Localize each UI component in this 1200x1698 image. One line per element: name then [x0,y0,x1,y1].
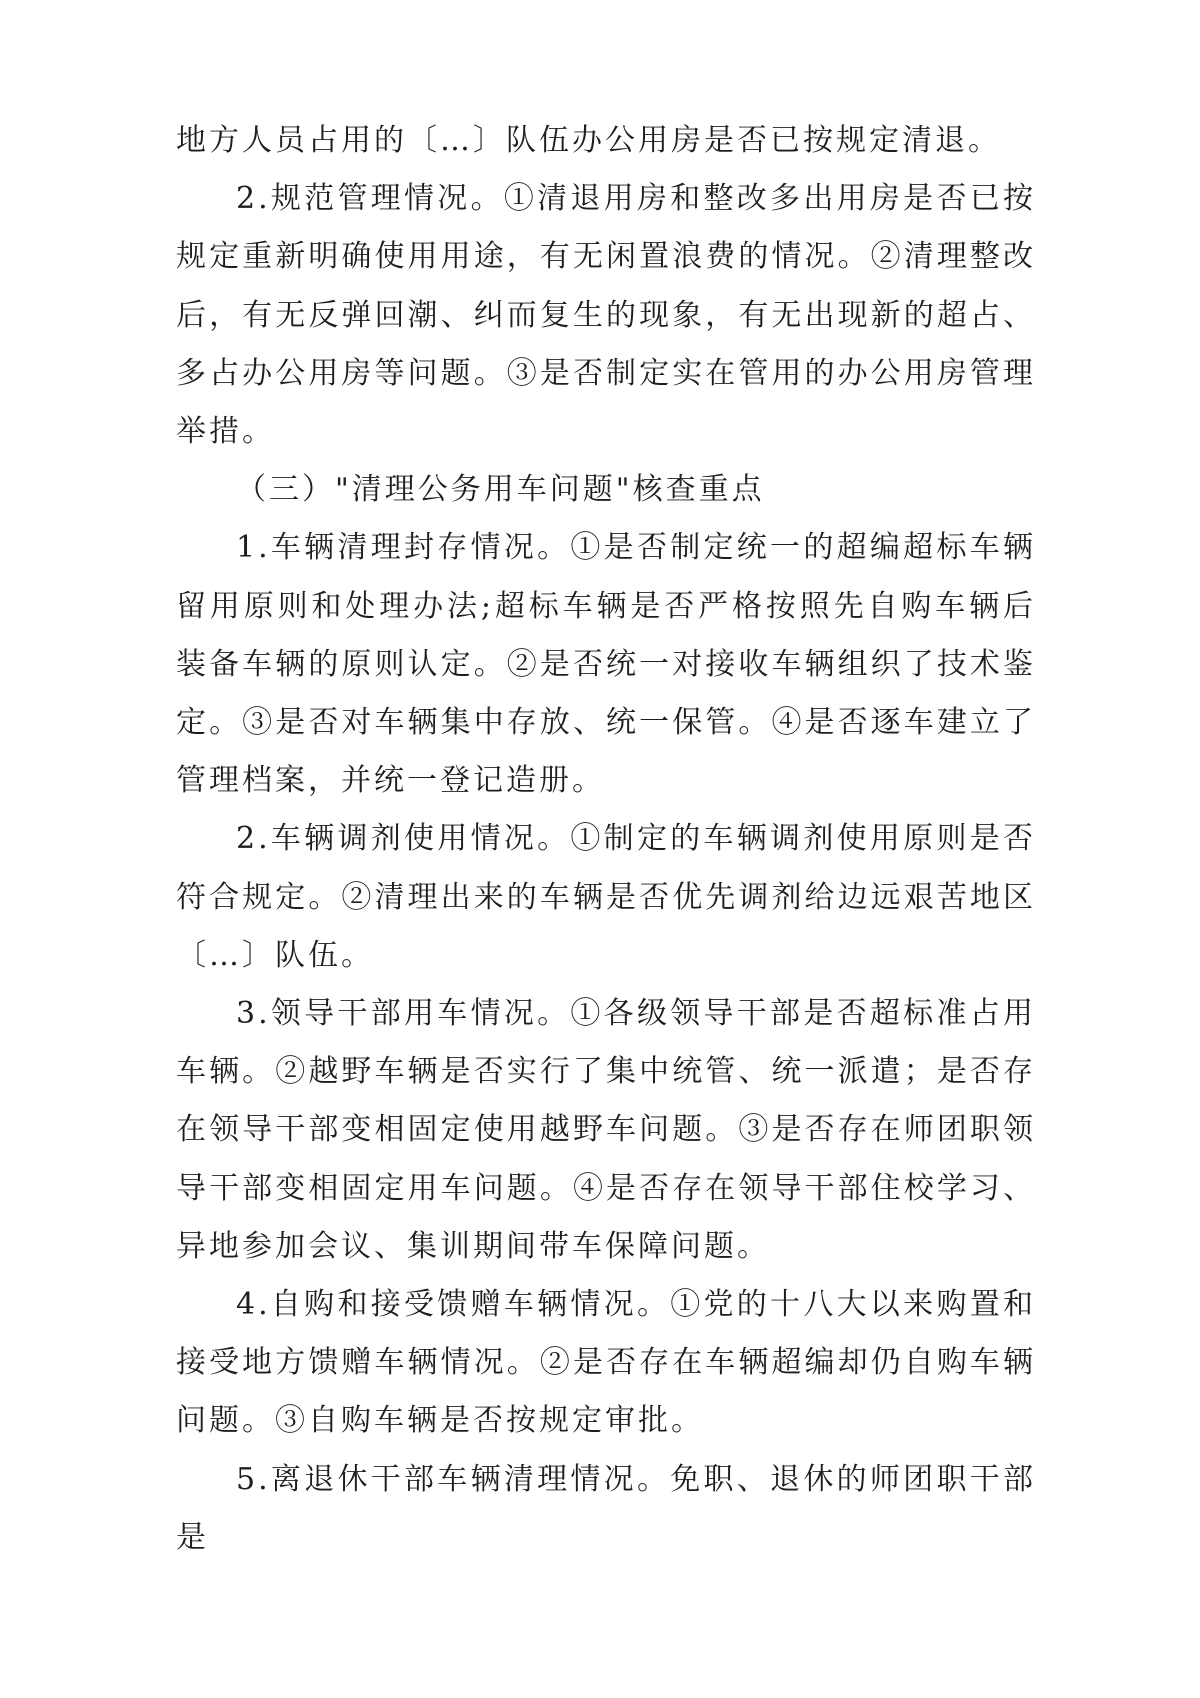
paragraph-leader-vehicles: 3.领导干部用车情况。①各级领导干部是否超标准占用车辆。②越野车辆是否实行了集中统管、统一派遣；是否存在领导干部变相固定使用越野车问题。③是否存在师团职领导干部变相固定用车问题。④是否存在领导干部住校学习、异地参加会议、集训期间带车保障问题。 [176,996,1036,1264]
document-body [176,112,1036,1567]
paragraph-housing-cleared: 地方人员占用的〔…〕队伍办公用房是否已按规定清退。 [176,123,1001,158]
paragraph-vehicle-allocation: 2.车辆调剂使用情况。①制定的车辆调剂使用原则是否符合规定。②清理出来的车辆是否优先调剂给边远艰苦地区〔…〕队伍。 [176,821,1036,973]
section-heading-vehicle-check: （三）"清理公务用车问题"核查重点 [236,472,765,508]
paragraph-standard-management: 2.规范管理情况。①清退用房和整改多出用房是否已按规定重新明确使用用途，有无闲置浪费的情况。②清理整改后，有无反弹回潮、纠而复生的现象，有无出现新的超占、多占办公用房等问题。③是否制定实在管用的办公用房管理举措。 [176,181,1036,450]
paragraph-purchased-donated: 4.自购和接受馈赠车辆情况。①党的十八大以来购置和接受地方馈赠车辆情况。②是否存在车辆超编却仍自购车辆问题。③自购车辆是否按规定审批。 [176,1287,1036,1439]
paragraph-vehicle-sealing: 1.车辆清理封存情况。①是否制定统一的超编超标车辆留用原则和处理办法;超标车辆是否严格按照先自购车辆后装备车辆的原则认定。②是否统一对接收车辆组织了技术鉴定。③是否对车辆集中存放、统一保管。④是否逐车建立了管理档案，并统一登记造册。 [176,530,1036,799]
paragraph-retired-cadres: 5.离退休干部车辆清理情况。免职、退休的师团职干部是 [176,1461,1036,1555]
